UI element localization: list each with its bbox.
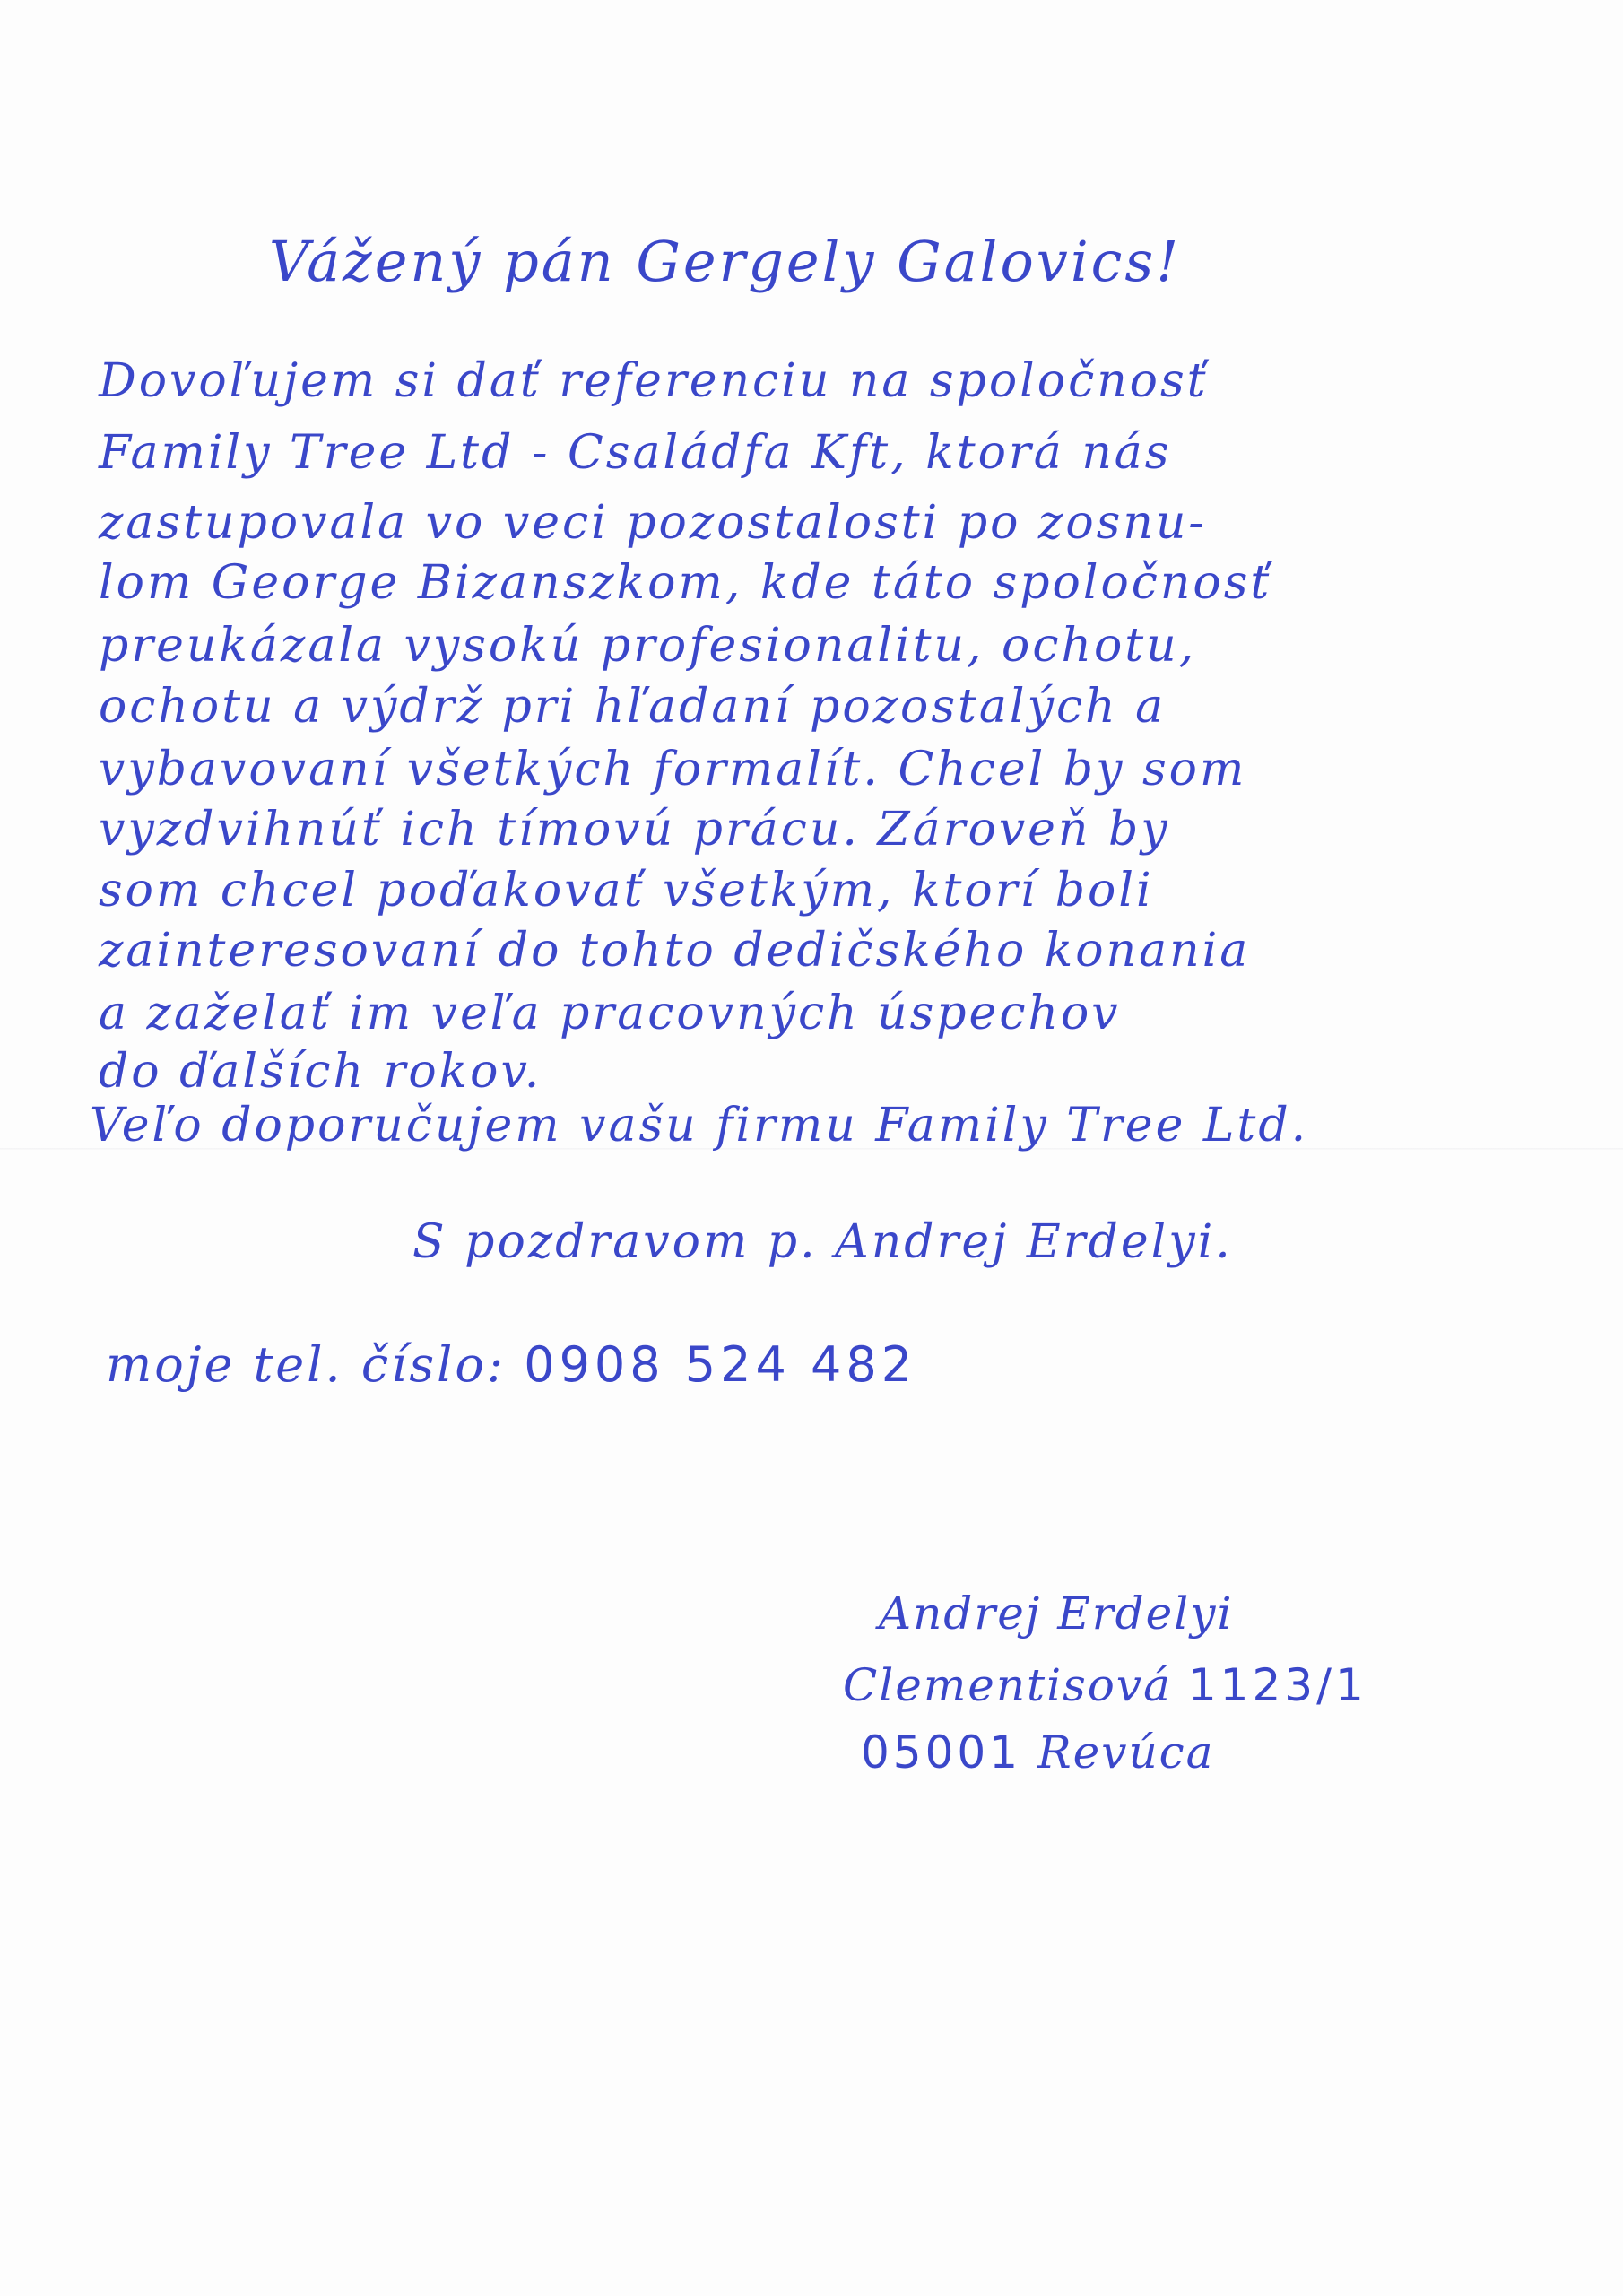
phone-line [106,1336,916,1393]
sender-street: Clementisová [843,1659,1172,1711]
salutation: Vážený pán Gergely Galovics! [269,229,1182,294]
body-line-11: a zaželať im veľa pracovných úspechov [99,987,1121,1040]
body-line-2: Family Tree Ltd - Családfa Kft, ktorá nás [99,426,1172,480]
body-line-7: vybavovaní všetkých formalít. Chcel by som [99,743,1247,796]
body-line-5: preukázala vysokú profesionalitu, ochotu, [99,619,1197,673]
sender-street-line [843,1659,1367,1711]
body-line-3: zastupovala vo veci pozostalosti po zosnu- [99,496,1207,550]
phone-label: moje tel. číslo: [106,1336,507,1393]
body-line-9: som chcel poďakovať všetkým, ktorí boli [99,864,1154,918]
body-line-1: Dovoľujem si dať referenciu na spoločnosť [99,354,1209,408]
body-line-8: vyzdvihnúť ich tímovú prácu. Zároveň by [99,803,1170,857]
body-line-12: do ďalších rokov. [99,1045,542,1099]
phone-number: 0908 524 482 [524,1336,917,1393]
body-line-13: Veľo doporučujem vašu firmu Family Tree Ltd. [90,1099,1309,1152]
sender-city: Revúca [1037,1726,1215,1779]
body-line-4: lom George Bizanszkom, kde táto spoločnosť [99,556,1272,610]
sender-city-line [861,1726,1214,1779]
sender-house-number: 1123/1 [1187,1659,1367,1711]
sender-name: Andrej Erdelyi [879,1587,1234,1639]
body-line-10: zainteresovaní do tohto dedičského konania [99,924,1251,978]
body-line-6: ochotu a výdrž pri hľadaní pozostalých a [99,680,1167,734]
closing-line: S pozdravom p. Andrej Erdelyi. [412,1215,1233,1269]
sender-postal-code: 05001 [861,1726,1022,1779]
